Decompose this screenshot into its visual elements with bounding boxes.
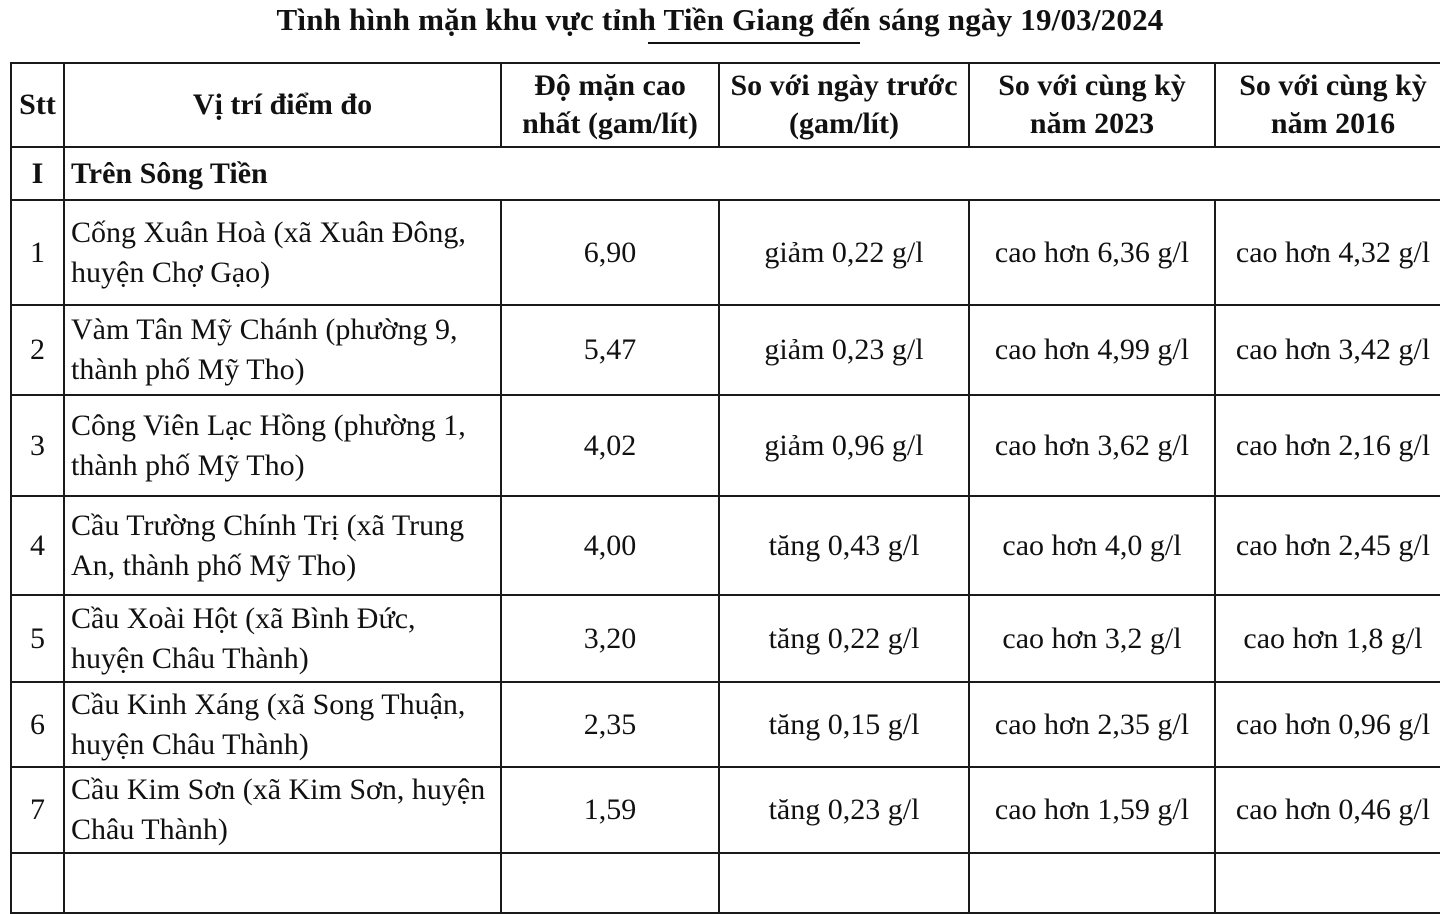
cell-max-salinity — [501, 853, 719, 913]
cell-vs-2016: cao hơn 3,42 g/l — [1215, 305, 1440, 395]
cell-vs-2016: cao hơn 2,16 g/l — [1215, 395, 1440, 496]
header-location: Vị trí điểm đo — [64, 63, 501, 147]
cell-location: Cầu Trường Chính Trị (xã Trung An, thành phố Mỹ Tho) — [64, 496, 501, 595]
cell-vs-2023 — [969, 853, 1215, 913]
cell-stt: 7 — [11, 767, 64, 853]
cell-vs-prev-day: tăng 0,15 g/l — [719, 682, 969, 767]
cell-vs-2016: cao hơn 0,96 g/l — [1215, 682, 1440, 767]
cell-location: Cầu Kinh Xáng (xã Song Thuận, huyện Châu Thành) — [64, 682, 501, 767]
header-vs-2016: So với cùng kỳ năm 2016 — [1215, 63, 1440, 147]
cell-location: Công Viên Lạc Hồng (phường 1, thành phố Mỹ Tho) — [64, 395, 501, 496]
cell-stt: 3 — [11, 395, 64, 496]
cell-vs-prev-day: giảm 0,23 g/l — [719, 305, 969, 395]
table-row — [11, 767, 1440, 853]
salinity-table — [10, 62, 1440, 914]
table-row — [11, 682, 1440, 767]
cell-max-salinity: 6,90 — [501, 200, 719, 305]
cell-stt: 6 — [11, 682, 64, 767]
section-number: I — [11, 147, 64, 200]
cell-max-salinity: 1,59 — [501, 767, 719, 853]
header-vs-prev-day: So với ngày trước (gam/lít) — [719, 63, 969, 147]
title-underline — [648, 42, 860, 44]
table-row — [11, 200, 1440, 305]
cell-max-salinity: 3,20 — [501, 595, 719, 682]
header-stt: Stt — [11, 63, 64, 147]
cell-max-salinity: 5,47 — [501, 305, 719, 395]
table-row-partial — [11, 853, 1440, 913]
cell-vs-prev-day: giảm 0,96 g/l — [719, 395, 969, 496]
page-title — [0, 0, 1440, 50]
cell-stt — [11, 853, 64, 913]
cell-location: Cầu Xoài Hột (xã Bình Đức, huyện Châu Thành) — [64, 595, 501, 682]
cell-stt: 5 — [11, 595, 64, 682]
cell-location: Cống Xuân Hoà (xã Xuân Đông, huyện Chợ Gạo) — [64, 200, 501, 305]
cell-vs-2023: cao hơn 4,0 g/l — [969, 496, 1215, 595]
header-max-salinity: Độ mặn cao nhất (gam/lít) — [501, 63, 719, 147]
cell-vs-prev-day: tăng 0,22 g/l — [719, 595, 969, 682]
cell-vs-2023: cao hơn 4,99 g/l — [969, 305, 1215, 395]
table-header-row — [11, 63, 1440, 147]
table-row — [11, 595, 1440, 682]
cell-location: Vàm Tân Mỹ Chánh (phường 9, thành phố Mỹ Tho) — [64, 305, 501, 395]
cell-vs-prev-day: tăng 0,23 g/l — [719, 767, 969, 853]
cell-vs-2023: cao hơn 6,36 g/l — [969, 200, 1215, 305]
cell-vs-prev-day: giảm 0,22 g/l — [719, 200, 969, 305]
cell-vs-2023: cao hơn 3,62 g/l — [969, 395, 1215, 496]
cell-vs-prev-day — [719, 853, 969, 913]
cell-vs-prev-day: tăng 0,43 g/l — [719, 496, 969, 595]
cell-max-salinity: 2,35 — [501, 682, 719, 767]
table-row — [11, 305, 1440, 395]
cell-vs-2023: cao hơn 1,59 g/l — [969, 767, 1215, 853]
cell-vs-2016: cao hơn 1,8 g/l — [1215, 595, 1440, 682]
cell-stt: 2 — [11, 305, 64, 395]
header-vs-2023: So với cùng kỳ năm 2023 — [969, 63, 1215, 147]
section-row — [11, 147, 1440, 200]
table-row — [11, 395, 1440, 496]
cell-max-salinity: 4,02 — [501, 395, 719, 496]
cell-stt: 4 — [11, 496, 64, 595]
cell-vs-2016: cao hơn 4,32 g/l — [1215, 200, 1440, 305]
section-label: Trên Sông Tiền — [64, 147, 1440, 200]
table-row — [11, 496, 1440, 595]
cell-vs-2016: cao hơn 0,46 g/l — [1215, 767, 1440, 853]
cell-stt: 1 — [11, 200, 64, 305]
cell-vs-2016: cao hơn 2,45 g/l — [1215, 496, 1440, 595]
cell-vs-2023: cao hơn 2,35 g/l — [969, 682, 1215, 767]
cell-vs-2016 — [1215, 853, 1440, 913]
cell-location: Cầu Kim Sơn (xã Kim Sơn, huyện Châu Thành) — [64, 767, 501, 853]
cell-max-salinity: 4,00 — [501, 496, 719, 595]
page-title-text: Tình hình mặn khu vực tỉnh Tiền Giang đến sáng ngày 19/03/2024 — [276, 2, 1164, 37]
cell-location — [64, 853, 501, 913]
cell-vs-2023: cao hơn 3,2 g/l — [969, 595, 1215, 682]
